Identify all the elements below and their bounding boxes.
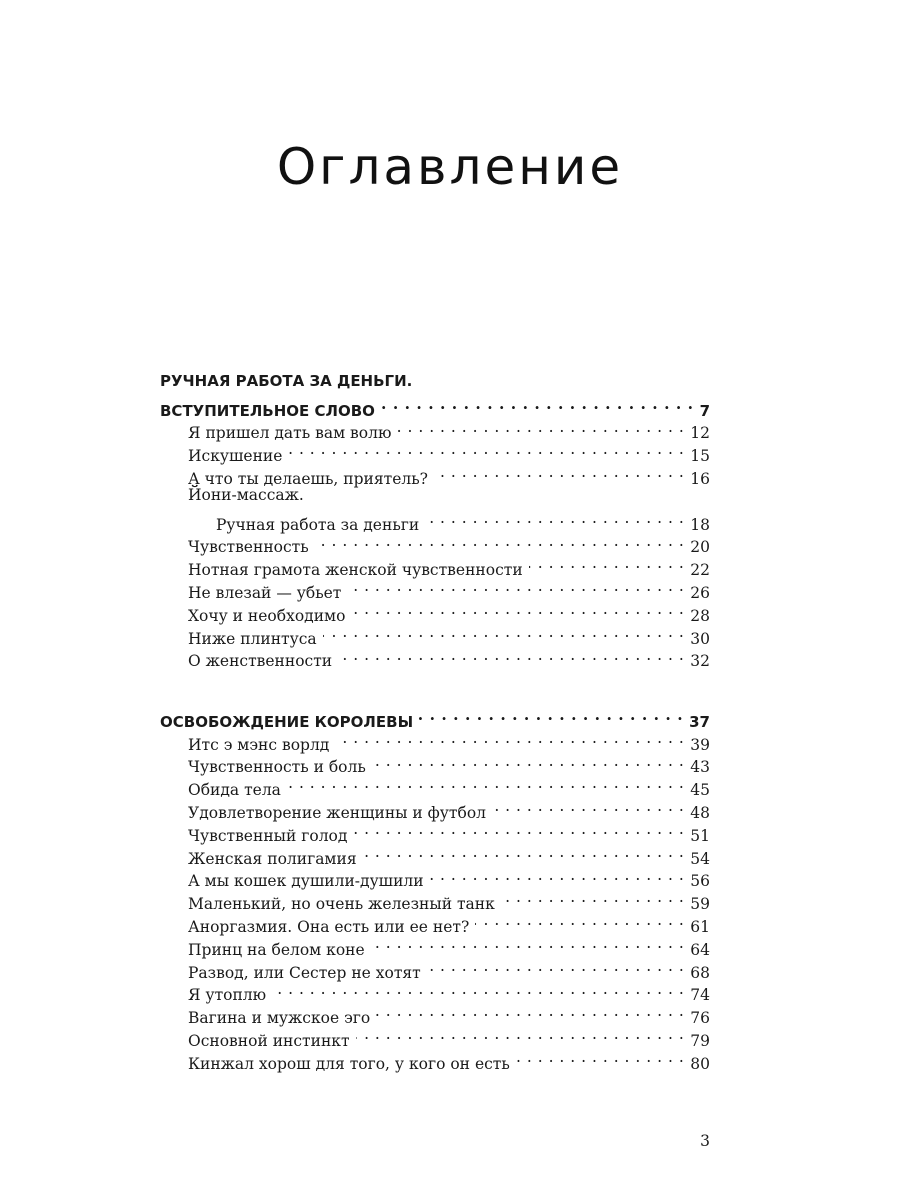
toc-entry[interactable] — [160, 727, 710, 754]
entry-title: Нотная грамота женской чувственности — [188, 561, 523, 580]
leader-dots — [419, 704, 683, 727]
page-ref: 20 — [690, 538, 710, 557]
leader-dots — [372, 750, 684, 773]
toc-entry[interactable] — [160, 507, 710, 534]
entry-title: Кинжал хорош для того, у кого он есть — [188, 1054, 510, 1073]
page-ref: 54 — [690, 849, 710, 868]
toc-entry[interactable] — [160, 1000, 710, 1028]
toc-entry[interactable] — [160, 886, 710, 914]
leader-dots — [315, 530, 685, 553]
page-ref: 48 — [690, 803, 710, 822]
toc-entry[interactable] — [160, 795, 710, 822]
entry-title: А мы кошек душили-душили — [188, 872, 424, 891]
entry-title: Я пришел дать вам волю — [188, 424, 392, 443]
toc-entry[interactable] — [160, 575, 710, 602]
leader-dots — [516, 1046, 684, 1069]
leader-dots — [376, 1000, 684, 1023]
leader-dots — [529, 552, 685, 575]
leader-dots — [288, 438, 684, 461]
toc-section — [160, 370, 710, 671]
toc-entry[interactable] — [160, 772, 710, 800]
leader-dots — [335, 727, 684, 750]
page-ref: 80 — [690, 1054, 710, 1073]
leader-dots — [501, 886, 684, 909]
toc-entry[interactable] — [160, 978, 710, 1005]
page-ref: 7 — [699, 401, 710, 420]
toc-entry[interactable] — [160, 955, 710, 982]
page-ref: 12 — [690, 424, 710, 443]
toc-entry[interactable] — [160, 864, 710, 891]
entry-title: Хочу и необходимо — [188, 606, 346, 625]
entry-title: Женская полигамия — [188, 849, 357, 868]
page-ref: 51 — [690, 826, 710, 845]
toc-entry[interactable] — [160, 393, 710, 420]
leader-dots — [397, 416, 684, 439]
toc-entry[interactable] — [160, 416, 710, 443]
page-title: Оглавление — [276, 138, 624, 196]
page-ref: 56 — [690, 872, 710, 891]
toc-entry[interactable] — [160, 552, 710, 580]
leader-dots — [425, 507, 684, 530]
entry-title: Удовлетворение женщины и футбол — [188, 803, 487, 822]
entry-title: Я утоплю — [188, 986, 267, 1005]
page-ref: 32 — [690, 652, 710, 671]
toc-entry[interactable] — [160, 841, 710, 868]
entry-title: Развод, или Сестер не хотят — [188, 963, 421, 982]
section-heading: ВСТУПИТЕЛЬНОЕ СЛОВО — [160, 401, 375, 420]
page-ref: 68 — [690, 963, 710, 982]
page-ref: 30 — [690, 629, 710, 648]
leader-dots — [371, 932, 685, 955]
entry-title: Не влезай — убьет — [188, 583, 342, 602]
page-ref: 18 — [690, 515, 710, 534]
entry-title: Основной инстинкт — [188, 1031, 350, 1050]
leader-dots — [430, 864, 685, 887]
entry-title: Итс э мэнс ворлд — [188, 735, 330, 754]
page-ref: 79 — [690, 1031, 710, 1050]
page-ref: 37 — [689, 712, 710, 731]
leader-dots — [434, 461, 684, 484]
entry-title: Принц на белом коне — [188, 940, 365, 959]
entry-title: Йони-массаж. — [188, 485, 304, 504]
toc-entry[interactable] — [160, 750, 710, 777]
entry-title: О женственности — [188, 652, 333, 671]
page-ref: 43 — [690, 758, 710, 777]
page-ref: 16 — [690, 469, 710, 488]
entry-title: Маленький, но очень железный танк — [188, 895, 495, 914]
entry-title: Чувственность — [188, 538, 309, 557]
toc-entry[interactable] — [160, 704, 710, 731]
entry-title: Обида тела — [188, 781, 281, 800]
entry-title: Ниже плинтуса — [188, 629, 317, 648]
page-ref: 15 — [690, 447, 710, 466]
toc-entry[interactable] — [160, 438, 710, 466]
entry-title: Искушение — [188, 447, 283, 466]
leader-dots — [356, 1023, 685, 1046]
toc-entry[interactable] — [160, 461, 710, 488]
toc-entry[interactable] — [160, 1046, 710, 1073]
toc-entry[interactable] — [160, 530, 710, 557]
page-ref: 76 — [690, 1009, 710, 1028]
entry-title: Аноргазмия. Она есть или ее нет? — [188, 917, 470, 936]
toc-section — [160, 704, 710, 1073]
leader-dots — [351, 598, 684, 621]
leader-dots — [492, 795, 684, 818]
page-ref: 26 — [690, 583, 710, 602]
leader-dots — [353, 818, 684, 841]
page-ref: 59 — [690, 895, 710, 914]
entry-title: Чувственный голод — [188, 826, 348, 845]
section-heading: ОСВОБОЖДЕНИЕ КОРОЛЕВЫ — [160, 712, 414, 731]
entry-title: Вагина и мужское эго — [188, 1009, 371, 1028]
toc-entry-first-line — [160, 484, 710, 507]
toc-entry[interactable] — [160, 1023, 710, 1050]
page-ref: 39 — [690, 735, 710, 754]
entry-title: Ручная работа за деньги — [216, 515, 420, 534]
leader-dots — [272, 978, 684, 1001]
leader-dots — [347, 575, 684, 598]
page-ref: 45 — [690, 781, 710, 800]
page-ref: 74 — [690, 986, 710, 1005]
page-ref: 61 — [690, 917, 710, 936]
leader-dots — [323, 621, 685, 644]
section-heading: РУЧНАЯ РАБОТА ЗА ДЕНЬГИ. — [160, 372, 413, 390]
toc-entry[interactable] — [160, 621, 710, 648]
leader-dots — [475, 909, 684, 932]
page-number: 3 — [700, 1132, 710, 1150]
leader-dots — [381, 393, 694, 416]
page-ref: 28 — [690, 606, 710, 625]
page-ref: 64 — [690, 940, 710, 959]
toc-entry[interactable] — [160, 598, 710, 625]
toc-entry[interactable] — [160, 909, 710, 936]
toc-entry[interactable] — [160, 818, 710, 845]
leader-dots — [363, 841, 685, 864]
toc-entry[interactable] — [160, 644, 710, 671]
page-ref: 22 — [690, 561, 710, 580]
leader-dots — [287, 772, 684, 795]
entry-title: А что ты делаешь, приятель? — [188, 469, 428, 488]
toc-entry[interactable] — [160, 932, 710, 959]
leader-dots — [427, 955, 685, 978]
entry-title: Чувственность и боль — [188, 758, 366, 777]
leader-dots — [338, 644, 684, 667]
